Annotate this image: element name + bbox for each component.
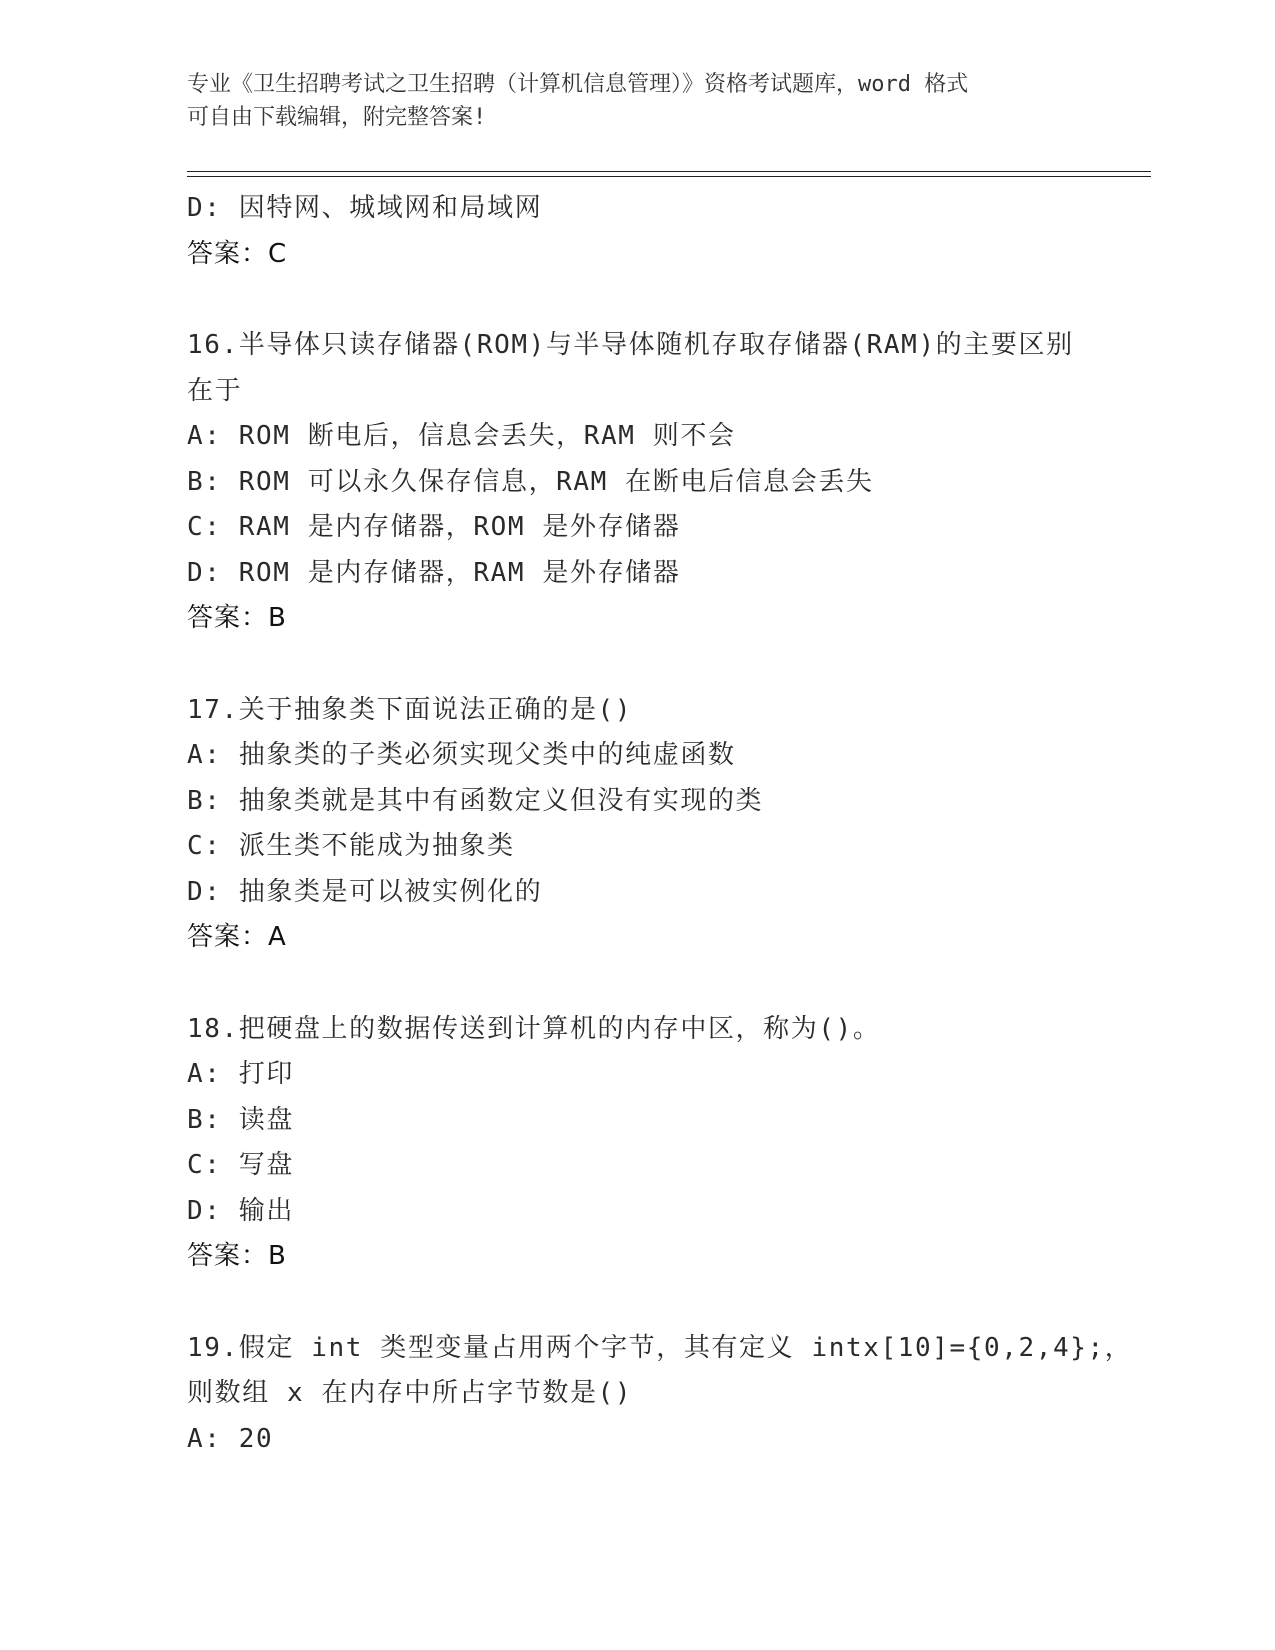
question-stem-continued: 在于 <box>187 375 243 406</box>
prev-answer: 答案：C <box>187 238 288 269</box>
option-a: A: 抽象类的子类必须实现父类中的纯虚函数 <box>187 740 736 770</box>
spacer <box>187 961 1077 1007</box>
option-b: B: 抽象类就是其中有函数定义但没有实现的类 <box>187 785 764 816</box>
header-line-2: 可自由下载编辑，附完整答案! <box>187 105 487 130</box>
document-header <box>187 68 1087 134</box>
answer: 答案：B <box>187 603 287 633</box>
header-line-1: 专业《卫生招聘考试之卫生招聘（计算机信息管理）》资格考试题库，word 格式 <box>187 72 969 97</box>
option-b: B: ROM 可以永久保存信息，RAM 在断电后信息会丢失 <box>187 466 874 497</box>
prev-option-d: D: 因特网、城域网和局域网 <box>187 193 543 223</box>
spacer <box>187 1280 1077 1326</box>
header-divider-bottom <box>187 176 1151 177</box>
option-a: A: 打印 <box>187 1059 294 1089</box>
option-b: B: 读盘 <box>187 1104 294 1135</box>
question-17 <box>187 688 1077 961</box>
question-stem: 16.半导体只读存储器(ROM)与半导体随机存取存储器(RAM)的主要区别 <box>187 330 1074 360</box>
question-18 <box>187 1007 1077 1280</box>
option-a: A: 20 <box>187 1423 274 1454</box>
spacer <box>187 277 1077 323</box>
option-c: C: 写盘 <box>187 1150 294 1180</box>
question-stem: 19.假定 int 类型变量占用两个字节，其有定义 intx[10]={0,2,4};， <box>187 1332 1133 1363</box>
option-d: D: 输出 <box>187 1195 294 1226</box>
question-16 <box>187 323 1077 642</box>
option-d: D: 抽象类是可以被实例化的 <box>187 876 543 907</box>
question-stem: 17.关于抽象类下面说法正确的是() <box>187 694 633 725</box>
question-stem: 18.把硬盘上的数据传送到计算机的内存中区，称为()。 <box>187 1013 881 1044</box>
answer: 答案：A <box>187 922 287 952</box>
option-a: A: ROM 断电后，信息会丢失，RAM 则不会 <box>187 421 736 451</box>
option-c: C: RAM 是内存储器，ROM 是外存储器 <box>187 512 681 542</box>
question-stem-continued: 则数组 x 在内存中所占字节数是() <box>187 1378 633 1408</box>
option-c: C: 派生类不能成为抽象类 <box>187 831 515 861</box>
question-19 <box>187 1326 1133 1463</box>
answer: 答案：B <box>187 1241 287 1271</box>
document-body <box>187 186 1133 1462</box>
spacer <box>187 642 1077 688</box>
header-divider-top <box>187 171 1151 172</box>
option-d: D: ROM 是内存储器，RAM 是外存储器 <box>187 557 681 588</box>
